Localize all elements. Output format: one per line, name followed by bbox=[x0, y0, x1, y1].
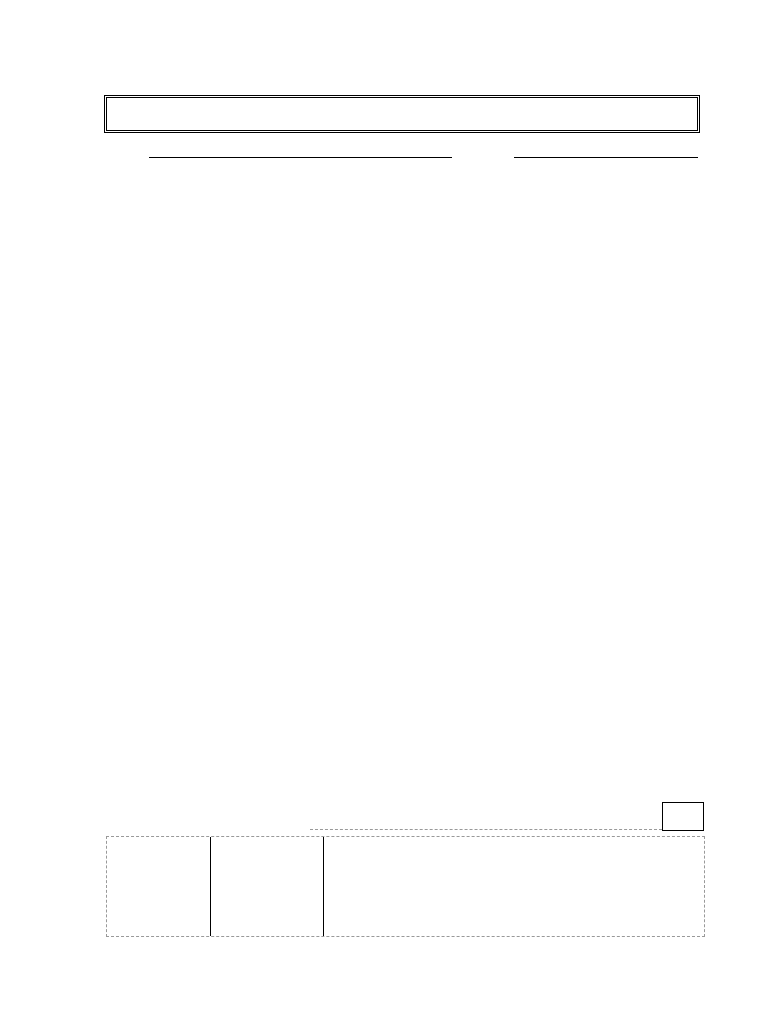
total-score-divider bbox=[310, 829, 662, 830]
total-score-box[interactable] bbox=[662, 802, 704, 831]
date-field[interactable] bbox=[514, 157, 698, 158]
header-frame bbox=[104, 95, 700, 133]
column-divider bbox=[323, 837, 324, 936]
name-field[interactable] bbox=[149, 157, 452, 158]
score-table bbox=[106, 836, 705, 937]
column-divider bbox=[210, 837, 211, 936]
